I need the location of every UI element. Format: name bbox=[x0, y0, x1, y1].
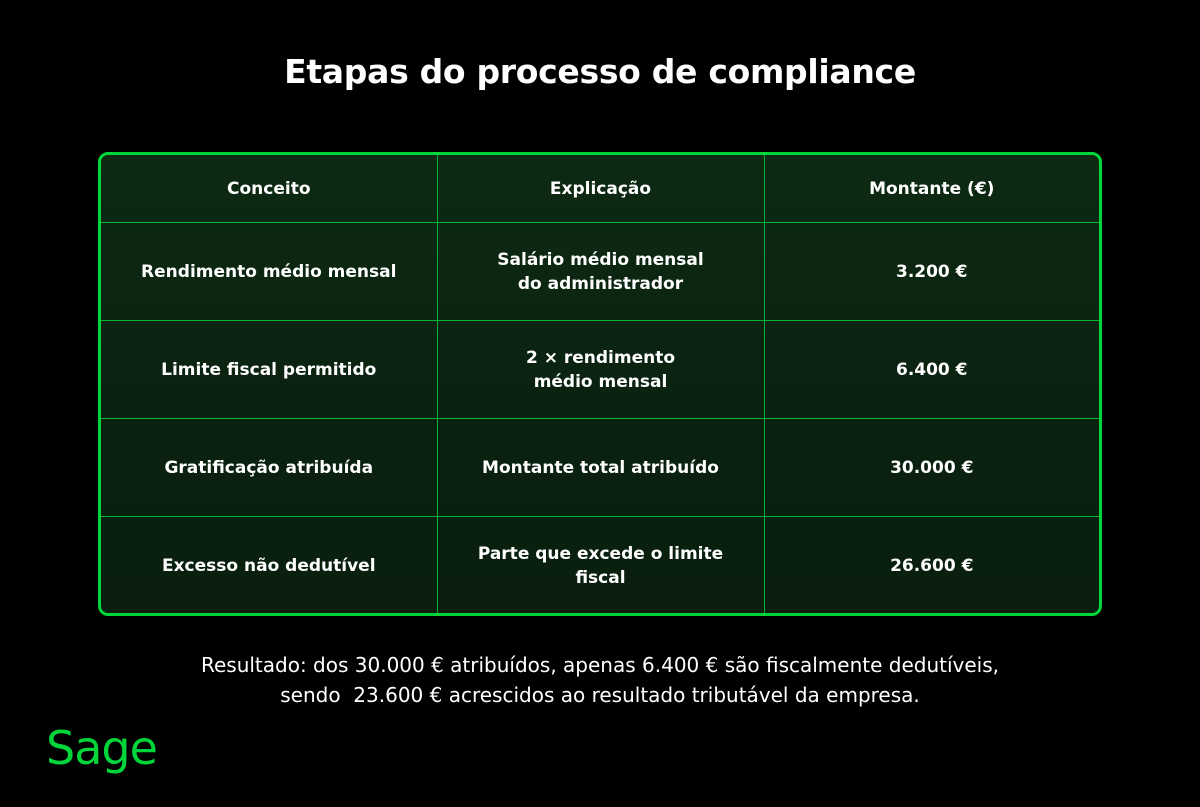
cell-explicacao: Parte que excede o limite fiscal bbox=[437, 517, 764, 615]
compliance-table bbox=[101, 155, 1099, 614]
cell-montante: 3.200 € bbox=[764, 223, 1099, 321]
cell-explicacao: 2 × rendimento médio mensal bbox=[437, 321, 764, 419]
header-conceito: Conceito bbox=[101, 155, 437, 223]
cell-montante: 30.000 € bbox=[764, 419, 1099, 517]
table-row bbox=[101, 223, 1099, 321]
sage-logo: Sage bbox=[46, 721, 157, 775]
cell-montante: 26.600 € bbox=[764, 517, 1099, 615]
cell-explicacao: Salário médio mensal do administrador bbox=[437, 223, 764, 321]
table-row bbox=[101, 419, 1099, 517]
cell-conceito: Limite fiscal permitido bbox=[101, 321, 437, 419]
header-montante: Montante (€) bbox=[764, 155, 1099, 223]
result-line-1: Resultado: dos 30.000 € atribuídos, apenas 6.400 € são fiscalmente dedutíveis, bbox=[200, 653, 1000, 677]
cell-conceito: Excesso não dedutível bbox=[101, 517, 437, 615]
result-line-2: sendo 23.600 € acrescidos ao resultado tributável da empresa. bbox=[280, 683, 920, 707]
cell-explicacao: Montante total atribuído bbox=[437, 419, 764, 517]
table-row bbox=[101, 321, 1099, 419]
result-summary bbox=[0, 650, 1200, 710]
compliance-table-container bbox=[98, 152, 1102, 616]
table-row bbox=[101, 517, 1099, 615]
page-title: Etapas do processo de compliance bbox=[284, 52, 916, 91]
table-header-row bbox=[101, 155, 1099, 223]
header-explicacao: Explicação bbox=[437, 155, 764, 223]
cell-conceito: Rendimento médio mensal bbox=[101, 223, 437, 321]
cell-conceito: Gratificação atribuída bbox=[101, 419, 437, 517]
cell-montante: 6.400 € bbox=[764, 321, 1099, 419]
